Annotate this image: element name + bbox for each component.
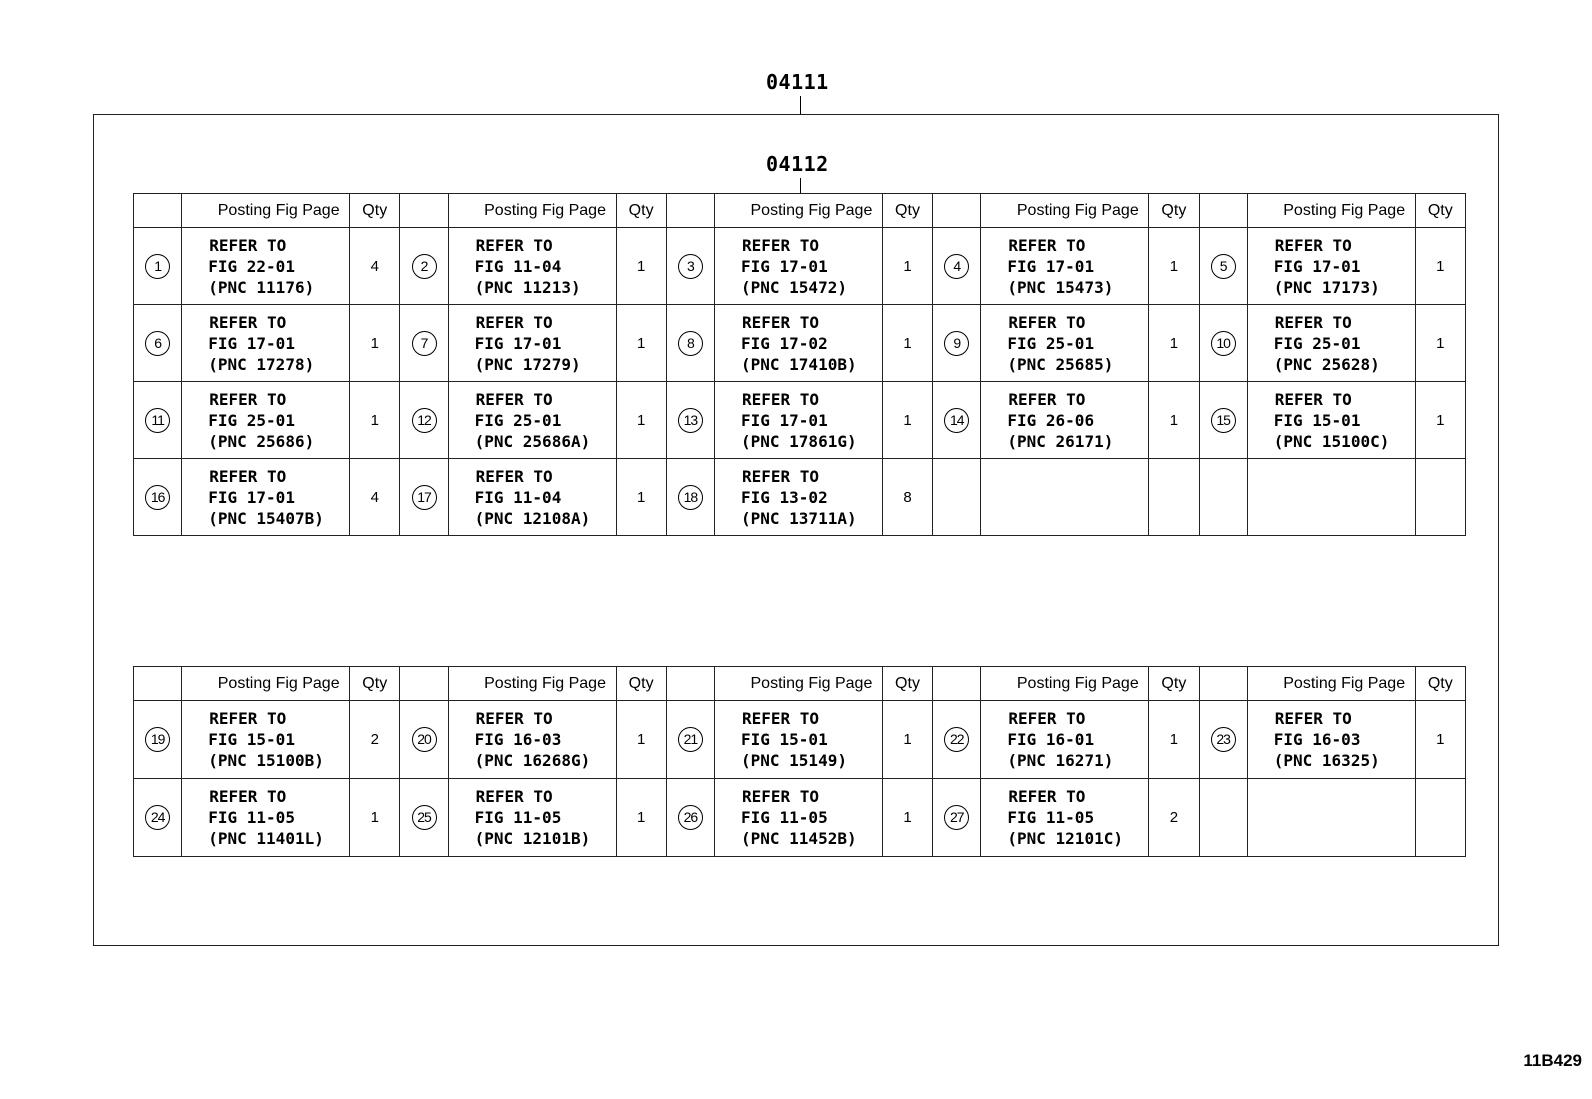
item-number-cell bbox=[666, 228, 714, 305]
item-number-cell bbox=[134, 459, 182, 536]
item-number-badge: 13 bbox=[678, 408, 703, 433]
item-number-cell bbox=[933, 701, 981, 779]
refer-to-text: REFER TO bbox=[742, 235, 820, 255]
refer-to-text: REFER TO bbox=[209, 235, 287, 255]
reference-cell bbox=[448, 228, 616, 305]
table-row bbox=[134, 459, 1466, 536]
item-number-cell bbox=[933, 779, 981, 857]
item-number-badge: 6 bbox=[145, 331, 170, 356]
item-number-cell bbox=[134, 228, 182, 305]
fig-reference: FIG 11-05 bbox=[208, 808, 295, 827]
refer-to-text: REFER TO bbox=[475, 312, 553, 332]
item-number-badge: 20 bbox=[412, 727, 437, 752]
item-number-badge: 26 bbox=[678, 805, 703, 830]
header-blank bbox=[134, 194, 182, 228]
item-number-cell bbox=[666, 459, 714, 536]
refer-to-text: REFER TO bbox=[1008, 235, 1086, 255]
qty-cell: 2 bbox=[350, 701, 400, 779]
refer-to-text: REFER TO bbox=[209, 389, 287, 409]
table-row bbox=[134, 228, 1466, 305]
pnc-reference: (PNC 15473) bbox=[1007, 277, 1114, 297]
item-number-cell bbox=[1199, 459, 1247, 536]
fig-reference: FIG 11-04 bbox=[474, 487, 562, 507]
fig-reference: FIG 16-01 bbox=[1007, 730, 1095, 749]
item-number-badge: 9 bbox=[944, 331, 969, 356]
header-posting-fig-page: Posting Fig Page bbox=[981, 667, 1149, 701]
reference-cell bbox=[715, 382, 883, 459]
table-header-row bbox=[134, 194, 1466, 228]
refer-to-text: REFER TO bbox=[1274, 389, 1352, 409]
item-number-badge: 5 bbox=[1211, 254, 1236, 279]
refer-to-text: REFER TO bbox=[742, 709, 820, 728]
table-row bbox=[134, 701, 1466, 779]
reference-cell bbox=[1247, 305, 1415, 382]
item-number-badge: 3 bbox=[678, 254, 703, 279]
header-qty: Qty bbox=[1415, 194, 1465, 228]
qty-cell: 8 bbox=[882, 459, 932, 536]
refer-to-text: REFER TO bbox=[475, 466, 553, 486]
reference-cell bbox=[182, 305, 350, 382]
refer-to-text: REFER TO bbox=[1274, 235, 1352, 255]
pnc-reference: (PNC 11452B) bbox=[741, 829, 857, 848]
item-number-badge: 25 bbox=[412, 805, 437, 830]
header-qty: Qty bbox=[1149, 194, 1199, 228]
reference-cell bbox=[981, 701, 1149, 779]
item-number-badge: 15 bbox=[1211, 408, 1236, 433]
fig-reference: FIG 11-05 bbox=[741, 808, 828, 827]
reference-cell bbox=[1247, 382, 1415, 459]
header-posting-fig-page: Posting Fig Page bbox=[182, 194, 350, 228]
header-posting-fig-page: Posting Fig Page bbox=[448, 667, 616, 701]
header-qty: Qty bbox=[1415, 667, 1465, 701]
parts-table-lower bbox=[133, 666, 1466, 857]
pnc-reference: (PNC 11176) bbox=[208, 277, 315, 297]
qty-cell: 1 bbox=[1149, 228, 1199, 305]
refer-to-text: REFER TO bbox=[475, 235, 553, 255]
pnc-reference: (PNC 25628) bbox=[1273, 354, 1380, 374]
item-number-badge: 21 bbox=[678, 727, 703, 752]
drawing-code: 11B429 bbox=[1523, 1051, 1582, 1070]
reference-cell bbox=[1247, 701, 1415, 779]
reference-cell bbox=[448, 779, 616, 857]
qty-cell: 4 bbox=[350, 228, 400, 305]
qty-cell: 1 bbox=[1415, 305, 1465, 382]
pnc-reference: (PNC 25686) bbox=[208, 431, 315, 451]
item-number-badge: 14 bbox=[944, 408, 969, 433]
item-number-cell bbox=[134, 701, 182, 779]
item-number-badge: 24 bbox=[145, 805, 170, 830]
fig-reference: FIG 25-01 bbox=[1273, 333, 1361, 353]
header-qty: Qty bbox=[616, 667, 666, 701]
leader-line bbox=[800, 96, 801, 114]
qty-cell: 1 bbox=[350, 382, 400, 459]
item-number-cell bbox=[400, 382, 448, 459]
refer-to-text: REFER TO bbox=[1008, 709, 1086, 728]
reference-cell bbox=[715, 228, 883, 305]
header-qty: Qty bbox=[350, 194, 400, 228]
item-number-badge: 19 bbox=[145, 727, 170, 752]
pnc-reference: (PNC 11401L) bbox=[208, 829, 324, 848]
reference-cell bbox=[981, 382, 1149, 459]
pnc-reference: (PNC 15407B) bbox=[208, 508, 324, 528]
item-number-cell bbox=[933, 459, 981, 536]
refer-to-text: REFER TO bbox=[1008, 312, 1086, 332]
refer-to-text: REFER TO bbox=[209, 466, 287, 486]
header-blank bbox=[933, 194, 981, 228]
header-qty: Qty bbox=[350, 667, 400, 701]
qty-cell: 1 bbox=[882, 305, 932, 382]
refer-to-text: REFER TO bbox=[209, 312, 287, 332]
refer-to-text: REFER TO bbox=[742, 312, 820, 332]
item-number-badge: 1 bbox=[145, 254, 170, 279]
refer-to-text: REFER TO bbox=[475, 389, 553, 409]
pnc-reference: (PNC 17279) bbox=[474, 354, 581, 374]
reference-cell bbox=[448, 305, 616, 382]
header-blank bbox=[134, 667, 182, 701]
fig-reference: FIG 25-01 bbox=[208, 410, 295, 430]
qty-cell: 1 bbox=[1149, 382, 1199, 459]
fig-reference: FIG 17-01 bbox=[741, 256, 828, 276]
item-number-cell bbox=[666, 779, 714, 857]
reference-cell bbox=[1247, 459, 1415, 536]
refer-to-text: REFER TO bbox=[742, 787, 820, 806]
item-number-cell bbox=[933, 228, 981, 305]
pnc-reference: (PNC 16268G) bbox=[474, 751, 591, 770]
header-blank bbox=[666, 667, 714, 701]
header-blank bbox=[666, 194, 714, 228]
pnc-reference: (PNC 17278) bbox=[208, 354, 315, 374]
fig-reference: FIG 26-06 bbox=[1007, 410, 1095, 430]
fig-reference: FIG 17-01 bbox=[1007, 256, 1095, 276]
fig-reference: FIG 16-03 bbox=[1273, 730, 1361, 749]
qty-cell: 1 bbox=[350, 305, 400, 382]
reference-cell bbox=[182, 382, 350, 459]
reference-cell bbox=[715, 779, 883, 857]
refer-to-text: REFER TO bbox=[742, 389, 820, 409]
fig-reference: FIG 22-01 bbox=[208, 256, 295, 276]
fig-reference: FIG 11-05 bbox=[474, 808, 562, 827]
header-qty: Qty bbox=[1149, 667, 1199, 701]
reference-cell bbox=[981, 779, 1149, 857]
fig-reference: FIG 17-01 bbox=[741, 410, 828, 430]
qty-cell: 1 bbox=[882, 228, 932, 305]
pnc-reference: (PNC 25685) bbox=[1007, 354, 1114, 374]
pnc-reference: (PNC 13711A) bbox=[741, 508, 857, 528]
qty-cell: 1 bbox=[1149, 701, 1199, 779]
fig-reference: FIG 25-01 bbox=[474, 410, 562, 430]
qty-cell: 1 bbox=[882, 382, 932, 459]
header-posting-fig-page: Posting Fig Page bbox=[715, 194, 883, 228]
qty-cell: 1 bbox=[882, 779, 932, 857]
header-blank bbox=[400, 667, 448, 701]
header-posting-fig-page: Posting Fig Page bbox=[981, 194, 1149, 228]
item-number-cell bbox=[400, 459, 448, 536]
refer-to-text: REFER TO bbox=[209, 787, 287, 806]
pnc-reference: (PNC 17861G) bbox=[741, 431, 857, 451]
pnc-reference: (PNC 17410B) bbox=[741, 354, 857, 374]
qty-cell: 2 bbox=[1149, 779, 1199, 857]
refer-to-text: REFER TO bbox=[475, 709, 553, 728]
item-number-badge: 27 bbox=[944, 805, 969, 830]
assembly-label-04112: 04112 bbox=[766, 152, 829, 176]
item-number-cell bbox=[1199, 228, 1247, 305]
item-number-cell bbox=[666, 701, 714, 779]
item-number-badge: 12 bbox=[412, 408, 437, 433]
qty-cell: 1 bbox=[350, 779, 400, 857]
fig-reference: FIG 15-01 bbox=[741, 730, 828, 749]
item-number-cell bbox=[400, 701, 448, 779]
fig-reference: FIG 17-02 bbox=[741, 333, 828, 353]
table-header-row bbox=[134, 667, 1466, 701]
fig-reference: FIG 16-03 bbox=[474, 730, 562, 749]
reference-cell bbox=[981, 228, 1149, 305]
fig-reference: FIG 11-05 bbox=[1007, 808, 1095, 827]
qty-cell: 1 bbox=[1415, 382, 1465, 459]
pnc-reference: (PNC 15100B) bbox=[208, 751, 324, 770]
item-number-cell bbox=[134, 779, 182, 857]
reference-cell bbox=[715, 459, 883, 536]
refer-to-text: REFER TO bbox=[209, 709, 287, 728]
leader-line bbox=[800, 178, 801, 193]
item-number-cell bbox=[134, 305, 182, 382]
item-number-badge: 10 bbox=[1211, 331, 1236, 356]
pnc-reference: (PNC 12101C) bbox=[1007, 829, 1123, 848]
header-qty: Qty bbox=[616, 194, 666, 228]
refer-to-text: REFER TO bbox=[1008, 389, 1086, 409]
item-number-badge: 17 bbox=[412, 485, 437, 510]
header-blank bbox=[400, 194, 448, 228]
header-qty: Qty bbox=[882, 667, 932, 701]
qty-cell bbox=[1415, 459, 1465, 536]
item-number-cell bbox=[400, 305, 448, 382]
qty-cell bbox=[1415, 779, 1465, 857]
pnc-reference: (PNC 25686A) bbox=[474, 431, 591, 451]
fig-reference: FIG 17-01 bbox=[208, 333, 295, 353]
qty-cell: 1 bbox=[616, 459, 666, 536]
qty-cell: 4 bbox=[350, 459, 400, 536]
pnc-reference: (PNC 16325) bbox=[1273, 751, 1380, 770]
table-row bbox=[134, 305, 1466, 382]
item-number-cell bbox=[1199, 305, 1247, 382]
item-number-cell bbox=[666, 382, 714, 459]
reference-cell bbox=[182, 701, 350, 779]
item-number-cell bbox=[134, 382, 182, 459]
reference-cell bbox=[448, 459, 616, 536]
refer-to-text: REFER TO bbox=[1274, 312, 1352, 332]
header-posting-fig-page: Posting Fig Page bbox=[448, 194, 616, 228]
item-number-badge: 22 bbox=[944, 727, 969, 752]
refer-to-text: REFER TO bbox=[1008, 787, 1086, 806]
refer-to-text: REFER TO bbox=[475, 787, 553, 806]
fig-reference: FIG 11-04 bbox=[474, 256, 562, 276]
pnc-reference: (PNC 12101B) bbox=[474, 829, 591, 848]
item-number-badge: 4 bbox=[944, 254, 969, 279]
reference-cell bbox=[182, 228, 350, 305]
pnc-reference: (PNC 16271) bbox=[1007, 751, 1114, 770]
item-number-badge: 11 bbox=[145, 408, 170, 433]
item-number-badge: 23 bbox=[1211, 727, 1236, 752]
pnc-reference: (PNC 26171) bbox=[1007, 431, 1114, 451]
item-number-badge: 7 bbox=[412, 331, 437, 356]
qty-cell: 1 bbox=[616, 228, 666, 305]
pnc-reference: (PNC 11213) bbox=[474, 277, 581, 297]
header-posting-fig-page: Posting Fig Page bbox=[1247, 194, 1415, 228]
fig-reference: FIG 17-01 bbox=[208, 487, 295, 507]
reference-cell bbox=[981, 459, 1149, 536]
item-number-cell bbox=[1199, 382, 1247, 459]
fig-reference: FIG 17-01 bbox=[1273, 256, 1361, 276]
item-number-cell bbox=[400, 228, 448, 305]
header-posting-fig-page: Posting Fig Page bbox=[182, 667, 350, 701]
pnc-reference: (PNC 17173) bbox=[1273, 277, 1380, 297]
header-qty: Qty bbox=[882, 194, 932, 228]
refer-to-text: REFER TO bbox=[1274, 709, 1352, 728]
header-blank bbox=[1199, 194, 1247, 228]
assembly-label-04111: 04111 bbox=[766, 70, 829, 94]
fig-reference: FIG 13-02 bbox=[741, 487, 828, 507]
pnc-reference: (PNC 15149) bbox=[741, 751, 847, 770]
header-posting-fig-page: Posting Fig Page bbox=[1247, 667, 1415, 701]
qty-cell: 1 bbox=[1415, 701, 1465, 779]
item-number-badge: 18 bbox=[678, 485, 703, 510]
reference-cell bbox=[448, 701, 616, 779]
table-row bbox=[134, 382, 1466, 459]
pnc-reference: (PNC 15472) bbox=[741, 277, 847, 297]
fig-reference: FIG 15-01 bbox=[208, 730, 295, 749]
fig-reference: FIG 25-01 bbox=[1007, 333, 1095, 353]
qty-cell: 1 bbox=[882, 701, 932, 779]
qty-cell: 1 bbox=[616, 382, 666, 459]
qty-cell: 1 bbox=[616, 779, 666, 857]
qty-cell: 1 bbox=[616, 701, 666, 779]
reference-cell bbox=[1247, 779, 1415, 857]
pnc-reference: (PNC 12108A) bbox=[474, 508, 591, 528]
fig-reference: FIG 17-01 bbox=[474, 333, 562, 353]
reference-cell bbox=[448, 382, 616, 459]
item-number-cell bbox=[1199, 701, 1247, 779]
parts-table-upper bbox=[133, 193, 1466, 536]
reference-cell bbox=[715, 701, 883, 779]
pnc-reference: (PNC 15100C) bbox=[1273, 431, 1390, 451]
table-row bbox=[134, 779, 1466, 857]
qty-cell bbox=[1149, 459, 1199, 536]
header-posting-fig-page: Posting Fig Page bbox=[715, 667, 883, 701]
item-number-cell bbox=[400, 779, 448, 857]
reference-cell bbox=[1247, 228, 1415, 305]
item-number-cell bbox=[1199, 779, 1247, 857]
header-blank bbox=[1199, 667, 1247, 701]
item-number-badge: 2 bbox=[412, 254, 437, 279]
qty-cell: 1 bbox=[616, 305, 666, 382]
item-number-cell bbox=[933, 305, 981, 382]
item-number-cell bbox=[666, 305, 714, 382]
reference-cell bbox=[182, 779, 350, 857]
reference-cell bbox=[715, 305, 883, 382]
header-blank bbox=[933, 667, 981, 701]
item-number-cell bbox=[933, 382, 981, 459]
reference-cell bbox=[182, 459, 350, 536]
fig-reference: FIG 15-01 bbox=[1273, 410, 1361, 430]
refer-to-text: REFER TO bbox=[742, 466, 820, 486]
reference-cell bbox=[981, 305, 1149, 382]
item-number-badge: 8 bbox=[678, 331, 703, 356]
item-number-badge: 16 bbox=[145, 485, 170, 510]
qty-cell: 1 bbox=[1149, 305, 1199, 382]
qty-cell: 1 bbox=[1415, 228, 1465, 305]
